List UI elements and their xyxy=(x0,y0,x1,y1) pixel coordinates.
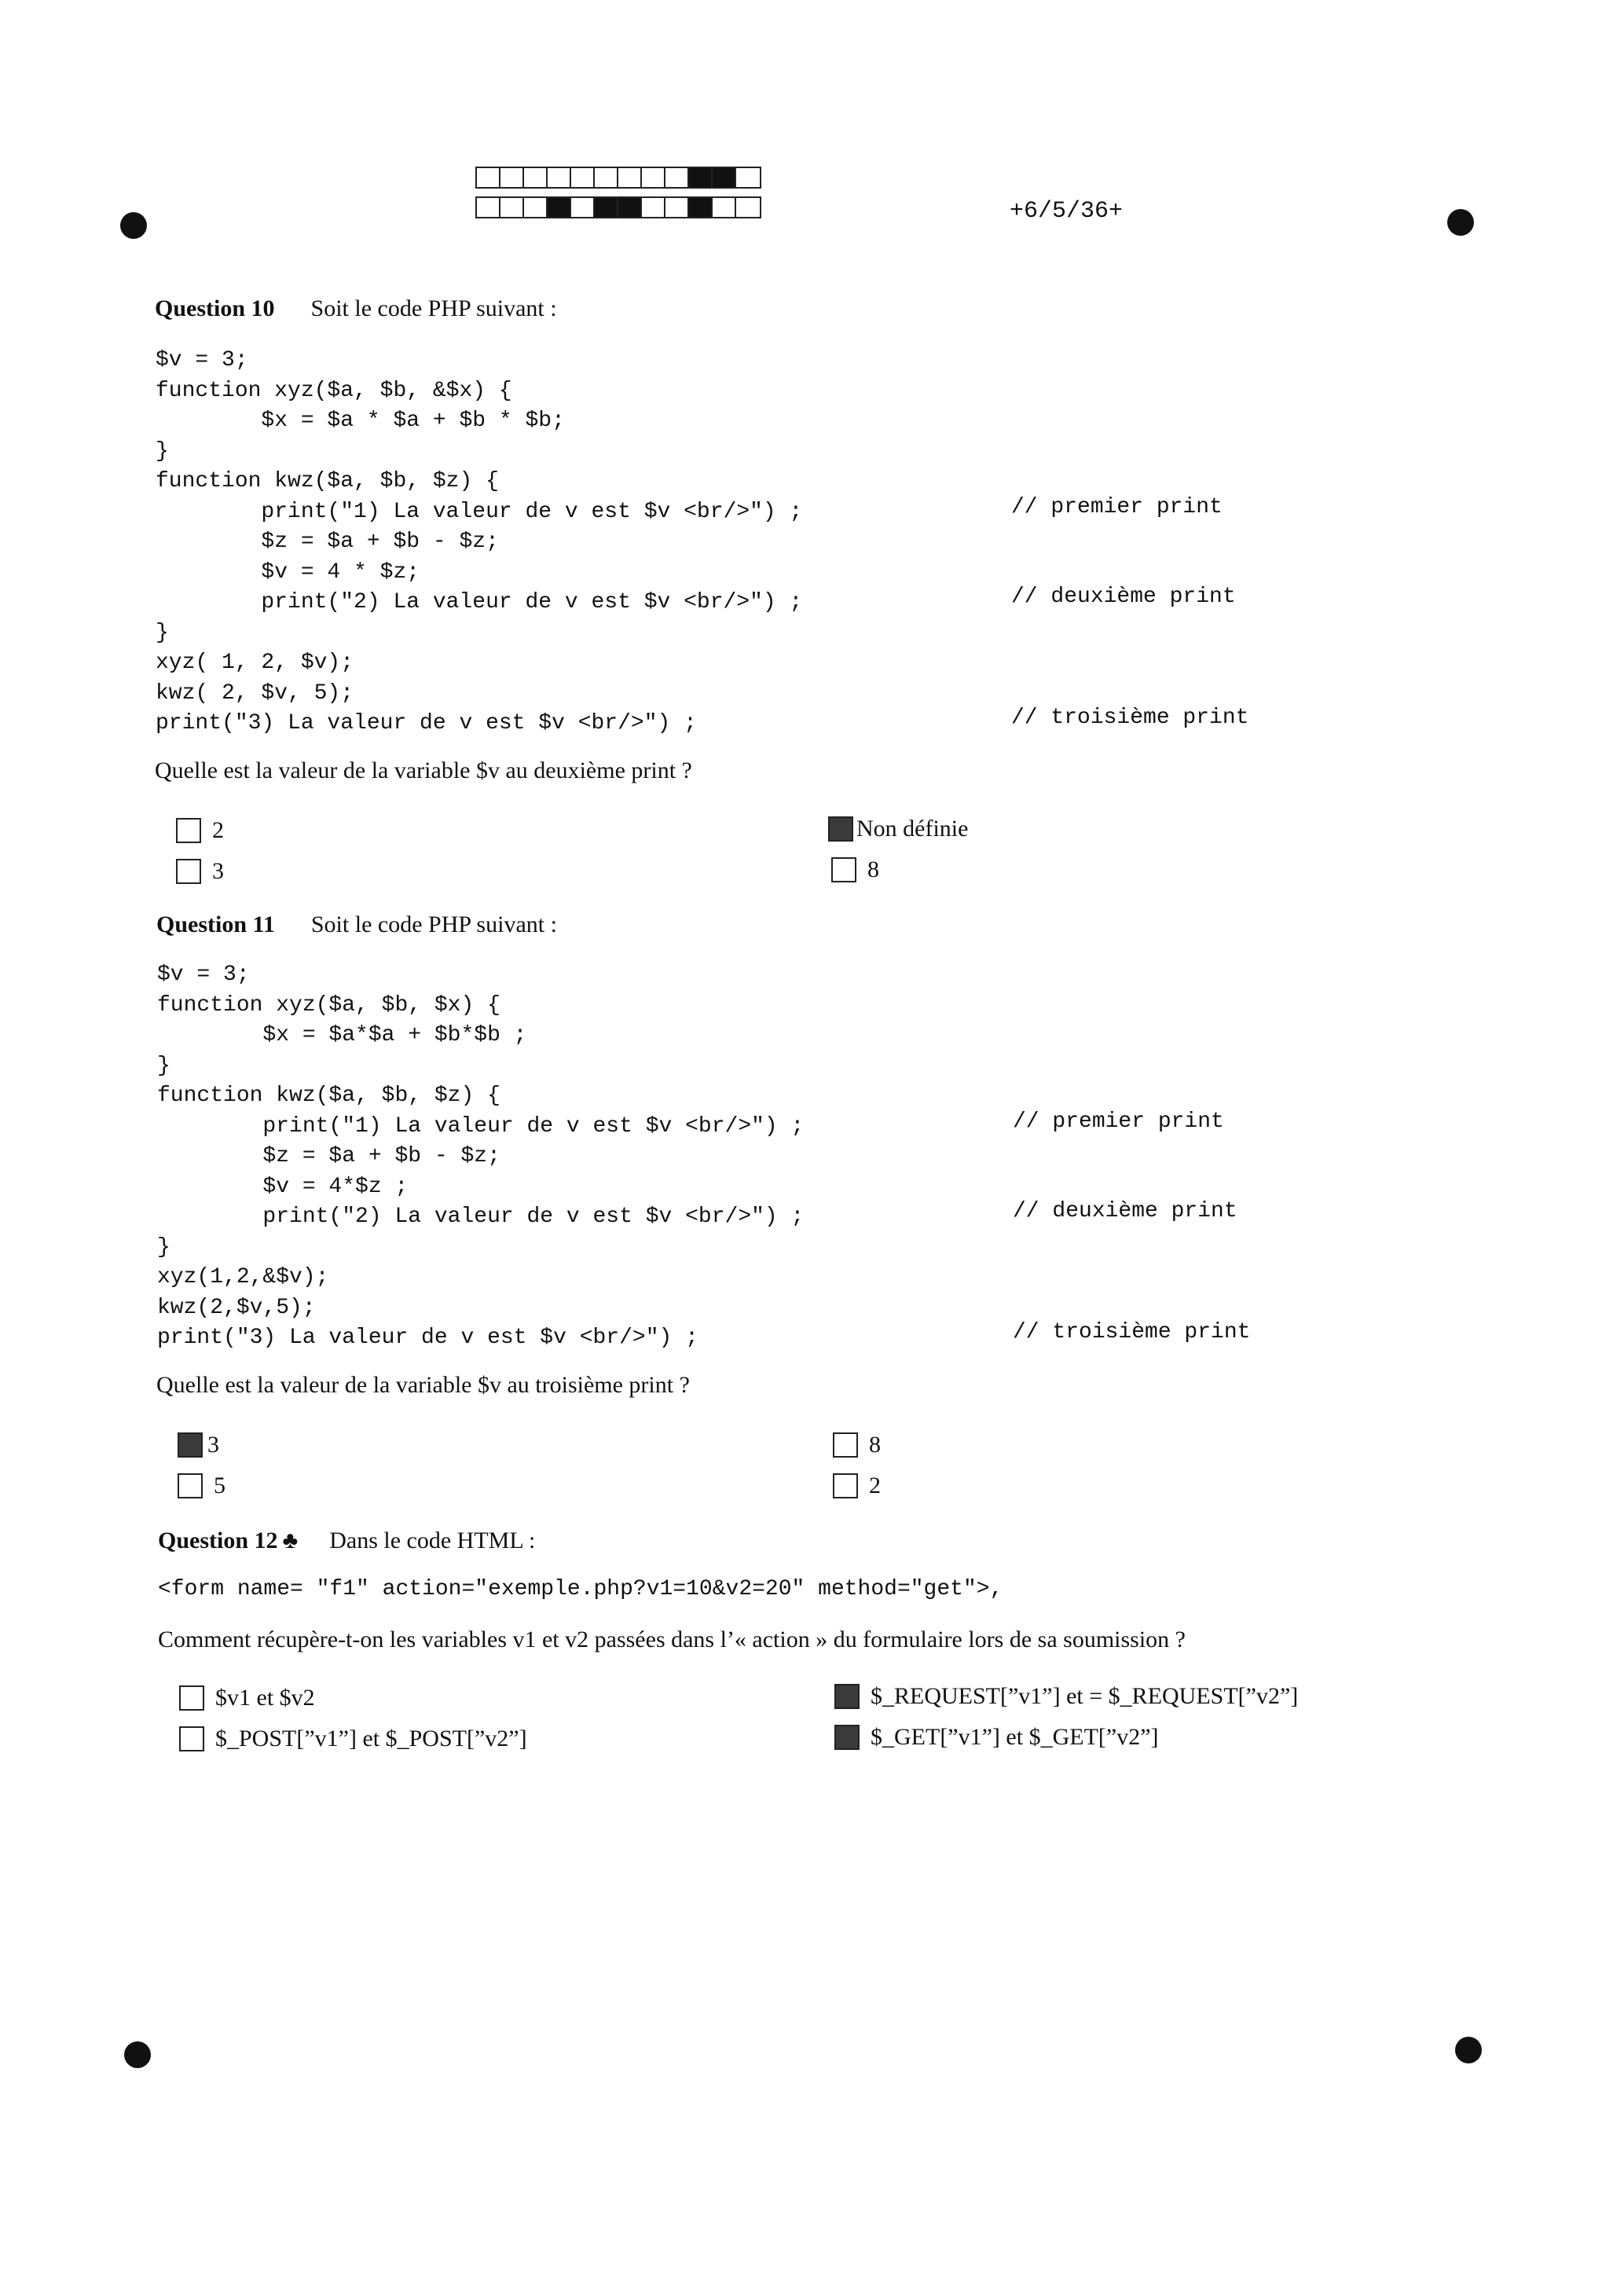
answer-label: 3 xyxy=(207,1432,219,1458)
barcode-cell xyxy=(665,168,689,187)
answer-label: 2 xyxy=(212,817,224,843)
code-comment: // premier print xyxy=(1011,495,1223,519)
answer-checkbox[interactable] xyxy=(176,859,201,884)
answer-checkbox[interactable] xyxy=(179,1685,204,1711)
barcode-cell xyxy=(477,198,500,217)
answer-label: 3 xyxy=(212,858,224,884)
answer-option[interactable] xyxy=(176,817,224,844)
answer-option[interactable] xyxy=(179,1726,527,1752)
barcode-cell xyxy=(595,198,618,217)
php-code-block: $v = 3; function xyz($a, $b, &$x) { $x = $a * $a + $b * $b; } function kwz($a, $b, $z) { print("1) La valeur de v est $v <br/>") ; $z = $a + $b - $z; $v = 4 * $z; print("2) La valeur de v est $v <br/>") ; } xyz( 1, 2, $v); kwz( 2, $v, 5); print("3) La valeur de v est $v <br/>") ; xyxy=(156,348,803,735)
barcode-cell xyxy=(477,168,500,187)
answer-checkbox[interactable] xyxy=(178,1432,203,1458)
answer-checkbox[interactable] xyxy=(179,1726,204,1751)
barcode-cell xyxy=(595,168,618,187)
barcode-cell xyxy=(548,168,571,187)
answer-option[interactable] xyxy=(179,1685,315,1711)
code-comment: // deuxième print xyxy=(1013,1199,1237,1223)
answer-option[interactable] xyxy=(833,1432,881,1458)
answer-checkbox[interactable] xyxy=(833,1432,858,1458)
registration-mark-bottom-left xyxy=(124,2041,151,2068)
registration-mark-top-left xyxy=(120,212,147,239)
barcode-bottom xyxy=(475,196,761,218)
answer-checkbox[interactable] xyxy=(828,816,853,842)
barcode-cell xyxy=(524,198,548,217)
barcode-cell xyxy=(618,198,642,217)
barcode-cell xyxy=(642,168,665,187)
answer-label: Non définie xyxy=(856,816,969,842)
answer-label: 5 xyxy=(214,1473,225,1498)
barcode-cell xyxy=(736,168,760,187)
answer-option[interactable] xyxy=(833,1473,881,1499)
answer-checkbox[interactable] xyxy=(834,1684,860,1709)
answer-label: $_GET[”v1”] et $_GET[”v2”] xyxy=(871,1724,1159,1750)
answer-checkbox[interactable] xyxy=(834,1725,860,1750)
question-prompt: Comment récupère-t-on les variables v1 et v2 passées dans l’« action » du formulaire lors de sa soumission ? xyxy=(158,1627,1186,1652)
registration-mark-bottom-right xyxy=(1455,2037,1482,2063)
barcode-cell xyxy=(618,168,642,187)
barcode-cell xyxy=(524,168,548,187)
barcode-cell xyxy=(500,198,524,217)
barcode-cell xyxy=(713,198,736,217)
code-comment: // troisième print xyxy=(1013,1320,1251,1344)
club-icon: ♣ xyxy=(282,1528,299,1553)
answer-option[interactable] xyxy=(176,858,224,885)
question-intro: Dans le code HTML : xyxy=(329,1528,536,1553)
barcode-cell xyxy=(571,198,595,217)
answer-checkbox[interactable] xyxy=(178,1473,203,1498)
question-number: Question 10 xyxy=(155,295,275,321)
barcode-cell xyxy=(736,198,760,217)
answer-option[interactable] xyxy=(831,856,879,883)
page-id: +6/5/36+ xyxy=(1010,198,1124,225)
question-prompt: Quelle est la valeur de la variable $v au deuxième print ? xyxy=(155,757,692,783)
question-prompt: Quelle est la valeur de la variable $v au troisième print ? xyxy=(156,1372,690,1398)
answer-label: $_POST[”v1”] et $_POST[”v2”] xyxy=(215,1726,527,1751)
question-11-header xyxy=(156,911,557,938)
barcode-cell xyxy=(642,198,665,217)
barcode-cell xyxy=(713,168,736,187)
php-code-block: $v = 3; function xyz($a, $b, $x) { $x = $a*$a + $b*$b ; } function kwz($a, $b, $z) { print("1) La valeur de v est $v <br/>") ; $z = $a + $b - $z; $v = 4*$z ; print("2) La valeur de v est $v <br/>") ; } xyz(1,2,&$v); kwz(2,$v,5); print("3) La valeur de v est $v <br/>") ; xyxy=(157,963,805,1350)
html-code-line: <form name= "f1" action="exemple.php?v1=10&v2=20" method="get">, xyxy=(158,1577,1003,1601)
answer-label: 2 xyxy=(869,1473,881,1498)
barcode-cell xyxy=(689,168,713,187)
question-intro: Soit le code PHP suivant : xyxy=(310,911,557,937)
question-10-header xyxy=(155,295,557,322)
barcode-cell xyxy=(665,198,689,217)
code-comment: // troisième print xyxy=(1011,706,1249,730)
question-intro: Soit le code PHP suivant : xyxy=(310,295,557,321)
answer-option[interactable] xyxy=(834,1683,1298,1710)
question-12-header xyxy=(158,1528,535,1554)
registration-mark-top-right xyxy=(1447,209,1474,236)
answer-checkbox[interactable] xyxy=(831,857,856,882)
question-number: Question 11 xyxy=(156,911,275,937)
answer-option[interactable] xyxy=(178,1432,219,1458)
answer-label: 8 xyxy=(869,1432,881,1458)
code-comment: // deuxième print xyxy=(1011,585,1236,609)
answer-label: $v1 et $v2 xyxy=(215,1685,315,1711)
barcode-cell xyxy=(571,168,595,187)
barcode-cell xyxy=(548,198,571,217)
barcode-cell xyxy=(500,168,524,187)
answer-option[interactable] xyxy=(828,816,968,842)
code-comment: // premier print xyxy=(1013,1109,1224,1134)
barcode-top xyxy=(475,167,761,189)
answer-option[interactable] xyxy=(834,1724,1159,1751)
barcode-cell xyxy=(689,198,713,217)
answer-checkbox[interactable] xyxy=(833,1473,858,1498)
question-number: Question 12 xyxy=(158,1528,278,1553)
answer-label: 8 xyxy=(867,856,879,882)
answer-option[interactable] xyxy=(178,1473,225,1499)
answer-checkbox[interactable] xyxy=(176,818,201,843)
answer-label: $_REQUEST[”v1”] et = $_REQUEST[”v2”] xyxy=(871,1683,1299,1709)
